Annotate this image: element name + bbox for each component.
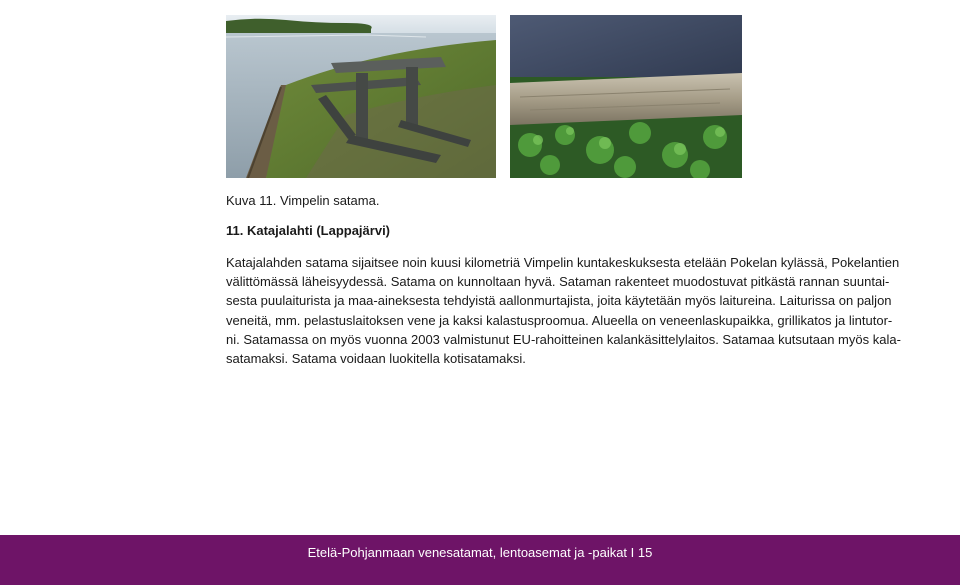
paragraph-line: ni. Satamassa on myös vuonna 2003 valmistunut EU-rahoitteinen kalankäsittelylaitos. Satamaa kutsutaan myös kala- [226,331,901,347]
section-paragraph [226,253,901,368]
shore-log-photo [510,15,742,178]
section-heading: 11. Katajalahti (Lappajärvi) [226,223,391,238]
paragraph-line: välittömässä läheisyydessä. Satama on kunnoltaan hyvä. Sataman rakenteet muodostuvat pitkästä rannan suuntai- [226,274,890,290]
footer-text: Etelä-Pohjanmaan venesatamat, lentoasemat ja -paikat I 15 [307,545,653,560]
paragraph-line: sesta puulaiturista ja maa-aineksesta tehdyistä aallonmurtajista, joita käytetään myös laitureina. Laiturissa on paljon [226,293,892,309]
paragraph-line: Katajalahden satama sijaitsee noin kuusi kilometriä Vimpelin kuntakeskuksesta etelään Pokelan kylässä, Pokelantien [226,255,900,270]
harbour-picnic-table-photo [226,15,496,178]
paragraph-line: satamaksi. Satama voidaan luokitella kotisatamaksi. [226,351,526,367]
page-footer [0,535,960,585]
figure-caption: Kuva 11. Vimpelin satama. [226,193,380,208]
paragraph-line: veneitä, mm. pelastuslaitoksen vene ja kaksi kalastusproomua. Alueella on veneenlaskupaikka, grillikatos ja lintutor- [226,312,893,328]
